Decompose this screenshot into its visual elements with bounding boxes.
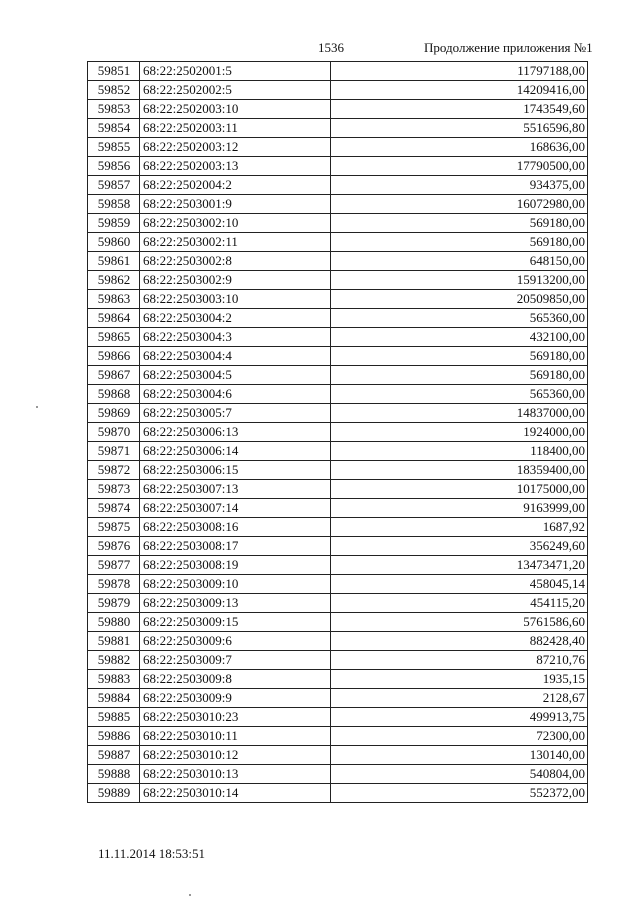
cadastral-value-cell: 565360,00	[331, 385, 588, 404]
table-row	[88, 100, 588, 119]
table-row	[88, 651, 588, 670]
cadastral-value-cell: 1687,92	[331, 518, 588, 537]
cadastral-value-cell: 569180,00	[331, 366, 588, 385]
cadastral-value-cell: 432100,00	[331, 328, 588, 347]
table-row	[88, 328, 588, 347]
cadastral-number-cell: 68:22:2503008:16	[140, 518, 331, 537]
row-number-cell: 59889	[88, 784, 140, 803]
cadastral-number-cell: 68:22:2503009:10	[140, 575, 331, 594]
row-number-cell: 59883	[88, 670, 140, 689]
row-number-cell: 59852	[88, 81, 140, 100]
table-row	[88, 556, 588, 575]
cadastral-value-cell: 10175000,00	[331, 480, 588, 499]
row-number-cell: 59870	[88, 423, 140, 442]
cadastral-number-cell: 68:22:2503007:14	[140, 499, 331, 518]
cadastral-value-cell: 118400,00	[331, 442, 588, 461]
table-row	[88, 214, 588, 233]
table-row	[88, 252, 588, 271]
cadastral-number-cell: 68:22:2503010:23	[140, 708, 331, 727]
cadastral-value-cell: 934375,00	[331, 176, 588, 195]
row-number-cell: 59878	[88, 575, 140, 594]
row-number-cell: 59876	[88, 537, 140, 556]
row-number-cell: 59873	[88, 480, 140, 499]
row-number-cell: 59874	[88, 499, 140, 518]
row-number-cell: 59877	[88, 556, 140, 575]
cadastral-number-cell: 68:22:2503008:17	[140, 537, 331, 556]
cadastral-value-cell: 11797188,00	[331, 62, 588, 81]
table-row	[88, 442, 588, 461]
table-row	[88, 746, 588, 765]
cadastral-number-cell: 68:22:2502003:12	[140, 138, 331, 157]
table-row	[88, 138, 588, 157]
cadastral-number-cell: 68:22:2503004:3	[140, 328, 331, 347]
cadastral-value-cell: 72300,00	[331, 727, 588, 746]
table-row	[88, 594, 588, 613]
table-row	[88, 290, 588, 309]
cadastral-value-cell: 1935,15	[331, 670, 588, 689]
cadastral-number-cell: 68:22:2503010:12	[140, 746, 331, 765]
cadastral-number-cell: 68:22:2503009:9	[140, 689, 331, 708]
appendix-title: Продолжение приложения №1	[424, 40, 593, 55]
cadastral-value-cell: 569180,00	[331, 214, 588, 233]
cadastral-number-cell: 68:22:2502003:10	[140, 100, 331, 119]
cadastral-number-cell: 68:22:2503001:9	[140, 195, 331, 214]
cadastral-number-cell: 68:22:2503002:11	[140, 233, 331, 252]
table-row	[88, 309, 588, 328]
table-row	[88, 632, 588, 651]
row-number-cell: 59858	[88, 195, 140, 214]
table-row	[88, 518, 588, 537]
table-row	[88, 613, 588, 632]
row-number-cell: 59860	[88, 233, 140, 252]
scan-speck	[36, 406, 38, 408]
cadastral-value-cell: 458045,14	[331, 575, 588, 594]
row-number-cell: 59871	[88, 442, 140, 461]
cadastral-value-cell: 20509850,00	[331, 290, 588, 309]
table-row	[88, 537, 588, 556]
scan-speck	[189, 894, 191, 896]
cadastral-value-cell: 9163999,00	[331, 499, 588, 518]
cadastral-value-cell: 14837000,00	[331, 404, 588, 423]
cadastral-number-cell: 68:22:2503004:4	[140, 347, 331, 366]
table-row	[88, 176, 588, 195]
table-row	[88, 119, 588, 138]
row-number-cell: 59879	[88, 594, 140, 613]
row-number-cell: 59884	[88, 689, 140, 708]
row-number-cell: 59862	[88, 271, 140, 290]
table-row	[88, 689, 588, 708]
row-number-cell: 59865	[88, 328, 140, 347]
cadastral-value-cell: 14209416,00	[331, 81, 588, 100]
table-row	[88, 727, 588, 746]
cadastral-value-cell: 552372,00	[331, 784, 588, 803]
table-row	[88, 708, 588, 727]
cadastral-number-cell: 68:22:2502003:11	[140, 119, 331, 138]
cadastral-number-cell: 68:22:2503002:10	[140, 214, 331, 233]
row-number-cell: 59859	[88, 214, 140, 233]
table-row	[88, 347, 588, 366]
table-row	[88, 575, 588, 594]
cadastral-value-cell: 648150,00	[331, 252, 588, 271]
table-row	[88, 765, 588, 784]
cadastral-number-cell: 68:22:2503008:19	[140, 556, 331, 575]
cadastral-number-cell: 68:22:2503004:2	[140, 309, 331, 328]
cadastral-number-cell: 68:22:2503009:6	[140, 632, 331, 651]
footer-timestamp: 11.11.2014 18:53:51	[98, 846, 206, 861]
row-number-cell: 59869	[88, 404, 140, 423]
cadastral-number-cell: 68:22:2503006:13	[140, 423, 331, 442]
table-row	[88, 423, 588, 442]
cadastral-value-cell: 87210,76	[331, 651, 588, 670]
row-number-cell: 59872	[88, 461, 140, 480]
cadastral-value-cell: 356249,60	[331, 537, 588, 556]
row-number-cell: 59875	[88, 518, 140, 537]
cadastral-value-cell: 18359400,00	[331, 461, 588, 480]
table-row	[88, 81, 588, 100]
cadastral-number-cell: 68:22:2503006:14	[140, 442, 331, 461]
row-number-cell: 59853	[88, 100, 140, 119]
table-row	[88, 366, 588, 385]
cadastral-value-cell: 13473471,20	[331, 556, 588, 575]
cadastral-number-cell: 68:22:2503009:13	[140, 594, 331, 613]
table-row	[88, 784, 588, 803]
page-number: 1536	[318, 40, 344, 55]
row-number-cell: 59861	[88, 252, 140, 271]
row-number-cell: 59855	[88, 138, 140, 157]
cadastral-value-cell: 17790500,00	[331, 157, 588, 176]
row-number-cell: 59857	[88, 176, 140, 195]
cadastral-number-cell: 68:22:2503010:13	[140, 765, 331, 784]
cadastral-value-table	[87, 61, 588, 803]
cadastral-value-cell: 5761586,60	[331, 613, 588, 632]
row-number-cell: 59887	[88, 746, 140, 765]
table-row	[88, 499, 588, 518]
row-number-cell: 59888	[88, 765, 140, 784]
table-row	[88, 62, 588, 81]
row-number-cell: 59868	[88, 385, 140, 404]
table-row	[88, 385, 588, 404]
table-row	[88, 271, 588, 290]
cadastral-value-cell: 569180,00	[331, 233, 588, 252]
row-number-cell: 59867	[88, 366, 140, 385]
cadastral-value-cell: 454115,20	[331, 594, 588, 613]
table-row	[88, 480, 588, 499]
row-number-cell: 59866	[88, 347, 140, 366]
cadastral-value-cell: 130140,00	[331, 746, 588, 765]
cadastral-number-cell: 68:22:2502003:13	[140, 157, 331, 176]
row-number-cell: 59881	[88, 632, 140, 651]
table-row	[88, 195, 588, 214]
table-row	[88, 157, 588, 176]
table-row	[88, 233, 588, 252]
cadastral-number-cell: 68:22:2503010:14	[140, 784, 331, 803]
table-row	[88, 670, 588, 689]
row-number-cell: 59885	[88, 708, 140, 727]
cadastral-number-cell: 68:22:2503005:7	[140, 404, 331, 423]
cadastral-number-cell: 68:22:2503004:6	[140, 385, 331, 404]
row-number-cell: 59851	[88, 62, 140, 81]
row-number-cell: 59882	[88, 651, 140, 670]
cadastral-number-cell: 68:22:2503006:15	[140, 461, 331, 480]
cadastral-number-cell: 68:22:2502004:2	[140, 176, 331, 195]
cadastral-number-cell: 68:22:2503004:5	[140, 366, 331, 385]
cadastral-value-cell: 1743549,60	[331, 100, 588, 119]
cadastral-number-cell: 68:22:2503010:11	[140, 727, 331, 746]
cadastral-number-cell: 68:22:2503009:7	[140, 651, 331, 670]
cadastral-value-cell: 565360,00	[331, 309, 588, 328]
cadastral-number-cell: 68:22:2502001:5	[140, 62, 331, 81]
cadastral-number-cell: 68:22:2503002:8	[140, 252, 331, 271]
row-number-cell: 59863	[88, 290, 140, 309]
cadastral-number-cell: 68:22:2503007:13	[140, 480, 331, 499]
cadastral-value-cell: 569180,00	[331, 347, 588, 366]
row-number-cell: 59856	[88, 157, 140, 176]
table-row	[88, 404, 588, 423]
row-number-cell: 59854	[88, 119, 140, 138]
cadastral-number-cell: 68:22:2503009:15	[140, 613, 331, 632]
cadastral-value-cell: 1924000,00	[331, 423, 588, 442]
cadastral-number-cell: 68:22:2503009:8	[140, 670, 331, 689]
table-row	[88, 461, 588, 480]
cadastral-value-cell: 499913,75	[331, 708, 588, 727]
table-body	[88, 62, 588, 803]
cadastral-value-cell: 882428,40	[331, 632, 588, 651]
cadastral-number-cell: 68:22:2502002:5	[140, 81, 331, 100]
row-number-cell: 59886	[88, 727, 140, 746]
row-number-cell: 59880	[88, 613, 140, 632]
cadastral-number-cell: 68:22:2503002:9	[140, 271, 331, 290]
cadastral-value-cell: 5516596,80	[331, 119, 588, 138]
cadastral-value-cell: 168636,00	[331, 138, 588, 157]
cadastral-value-cell: 16072980,00	[331, 195, 588, 214]
cadastral-value-cell: 540804,00	[331, 765, 588, 784]
cadastral-value-cell: 15913200,00	[331, 271, 588, 290]
row-number-cell: 59864	[88, 309, 140, 328]
cadastral-number-cell: 68:22:2503003:10	[140, 290, 331, 309]
cadastral-value-cell: 2128,67	[331, 689, 588, 708]
